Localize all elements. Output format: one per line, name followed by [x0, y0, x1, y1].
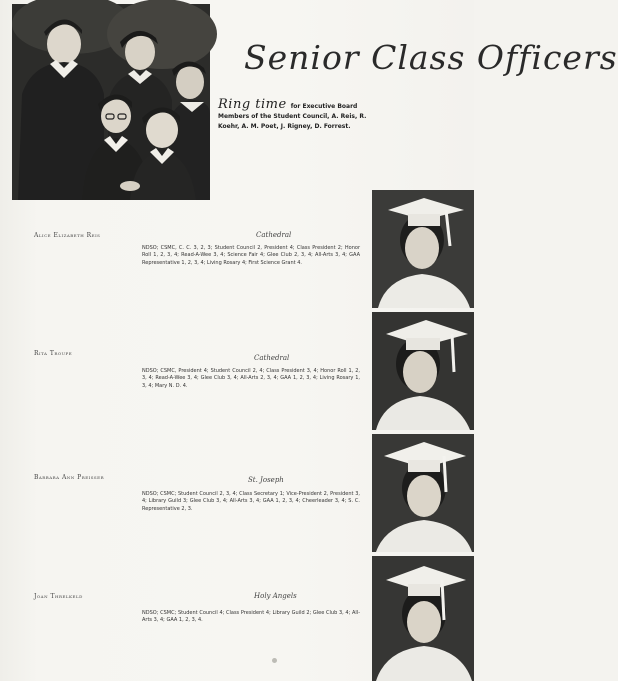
officer-name: Barbara Ann Preisser [34, 474, 105, 481]
officer-school: Holy Angels [254, 592, 297, 600]
page-title: Senior Class Officers [244, 38, 618, 77]
portrait-illustration [372, 190, 474, 308]
group-photo-illustration [12, 4, 210, 200]
officer-school: Cathedral [256, 231, 292, 239]
portrait-illustration [372, 312, 474, 430]
officer-activities: NDSO; CSMC; Student Council 2, 3, 4; Class Secretary 1; Vice-President 2, President 3, 4; Library Guild 3; Glee Club 3, 4; All-Arts 3, 4; GAA 1, 2, 3, 4; Cheerleader 3, 4; S. C. Representative 2, 3. [142, 491, 360, 512]
officer-activities: NDSO; CSMC, C. C. 3, 2, 3; Student Council 2, President 4; Class President 2; Honor Roll 1, 2, 3, 4; Read-A-Wee 3, 4; Science Fair 4; Glee Club 2, 3, 4; All-Arts 3, 4; GAA Representative 1, 2, 3, 4; Living Rosary 4; First Science Grant 4. [142, 245, 360, 266]
officer-name: Joan Threlkeld [34, 593, 83, 600]
officer-portrait [372, 556, 474, 681]
officer-school: St. Joseph [248, 476, 284, 484]
caption-body: for Executive Board Members of the Student Council, A. Reis, R. Koehr, A. M. Poet, J. Rigney, D. Forrest. [218, 103, 367, 130]
portrait-illustration [372, 556, 474, 681]
officer-name: Alice Elizabeth Reis [34, 232, 101, 239]
officer-portrait [372, 434, 474, 552]
photo-caption [218, 97, 368, 132]
caption-lead: Ring time [218, 97, 287, 112]
officer-school: Cathedral [254, 354, 290, 362]
officer-name: Rita Troupe [34, 350, 73, 357]
officer-portrait [372, 312, 474, 430]
officer-activities: NDSO; CSMC, President 4; Student Council 2, 4; Class President 3, 4; Honor Roll 1, 2, 3, 4; Read-A-Wee 3, 4; Glee Club 3, 4; All-Arts 2, 3, 4; GAA 1, 2, 3, 4; Living Rosary 1, 3, 4; Mary N. D. 4. [142, 368, 360, 389]
page-mark [272, 658, 277, 663]
officer-portrait [372, 190, 474, 308]
group-photo [12, 4, 210, 200]
officer-activities: NDSO; CSMC; Student Council 4; Class President 4; Library Guild 2; Glee Club 3, 4; All-Arts 3, 4; GAA 1, 2, 3, 4. [142, 610, 360, 624]
portrait-illustration [372, 434, 474, 552]
